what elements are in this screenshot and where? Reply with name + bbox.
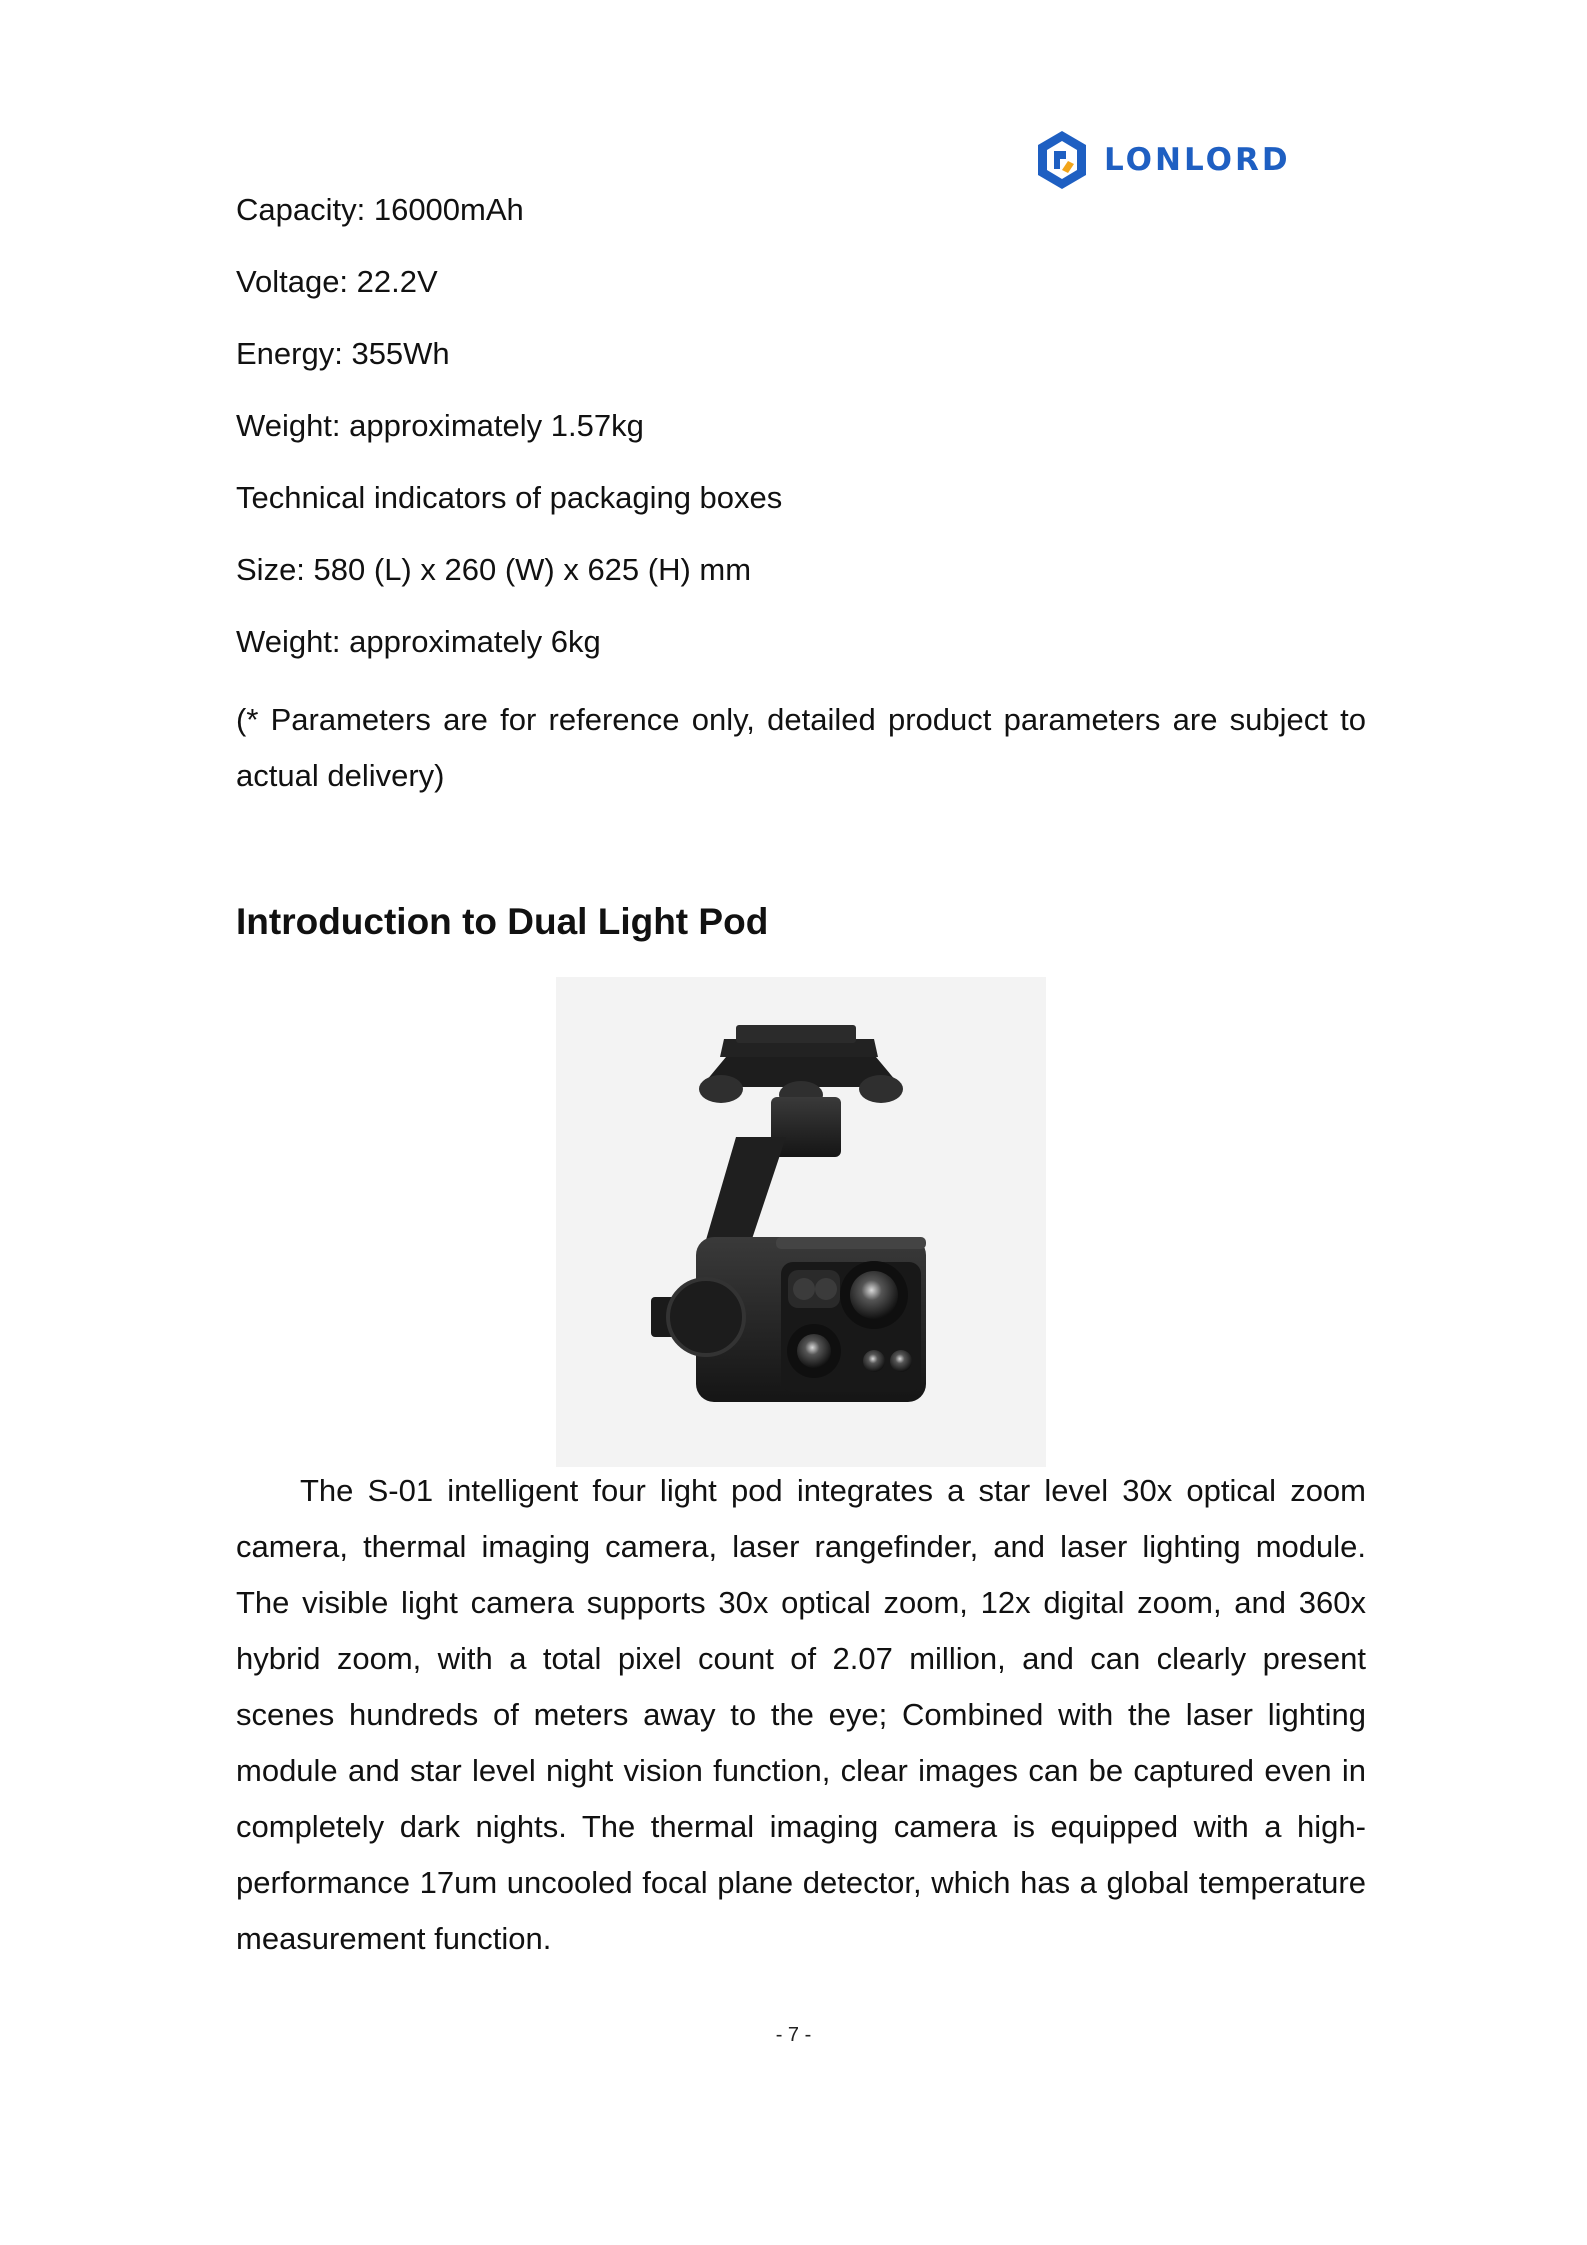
spec-weight: Weight: approximately 1.57kg: [236, 408, 644, 443]
product-photo: [556, 977, 1046, 1467]
packaging-title: Technical indicators of packaging boxes: [236, 480, 783, 515]
reference-note: (* Parameters are for reference only, detailed product parameters are subject to actual delivery): [236, 702, 1366, 793]
section-heading: Introduction to Dual Light Pod: [236, 901, 769, 942]
section-paragraph: The S-01 intelligent four light pod integrates a star level 30x optical zoom camera, thermal imaging camera, laser rangefinder, and laser lighting module. The visible light camera supports 30x optical zoom, 12x digital zoom, and 360x hybrid zoom, with a total pixel count of 2.07 million, and can clearly present scenes hundreds of meters away to the eye; Combined with the laser lighting module and star level night vision function, clear images can be captured even in completely dark nights. The thermal imaging camera is equipped with a high-performance 17um uncooled focal plane detector, which has a global temperature measurement function.: [236, 1473, 1366, 1956]
spec-energy: Energy: 355Wh: [236, 336, 450, 371]
spec-voltage: Voltage: 22.2V: [236, 264, 438, 299]
company-logo: [1034, 130, 1314, 190]
lonlord-logo-icon: [1034, 129, 1090, 191]
logo-wordmark: LONLORD: [1104, 142, 1291, 178]
packaging-weight: Weight: approximately 6kg: [236, 624, 601, 659]
packaging-size: Size: 580 (L) x 260 (W) x 625 (H) mm: [236, 552, 752, 587]
page-number: - 7 -: [775, 2024, 812, 2046]
gimbal-camera-icon: [556, 977, 1046, 1467]
spec-capacity: Capacity: 16000mAh: [236, 192, 524, 227]
